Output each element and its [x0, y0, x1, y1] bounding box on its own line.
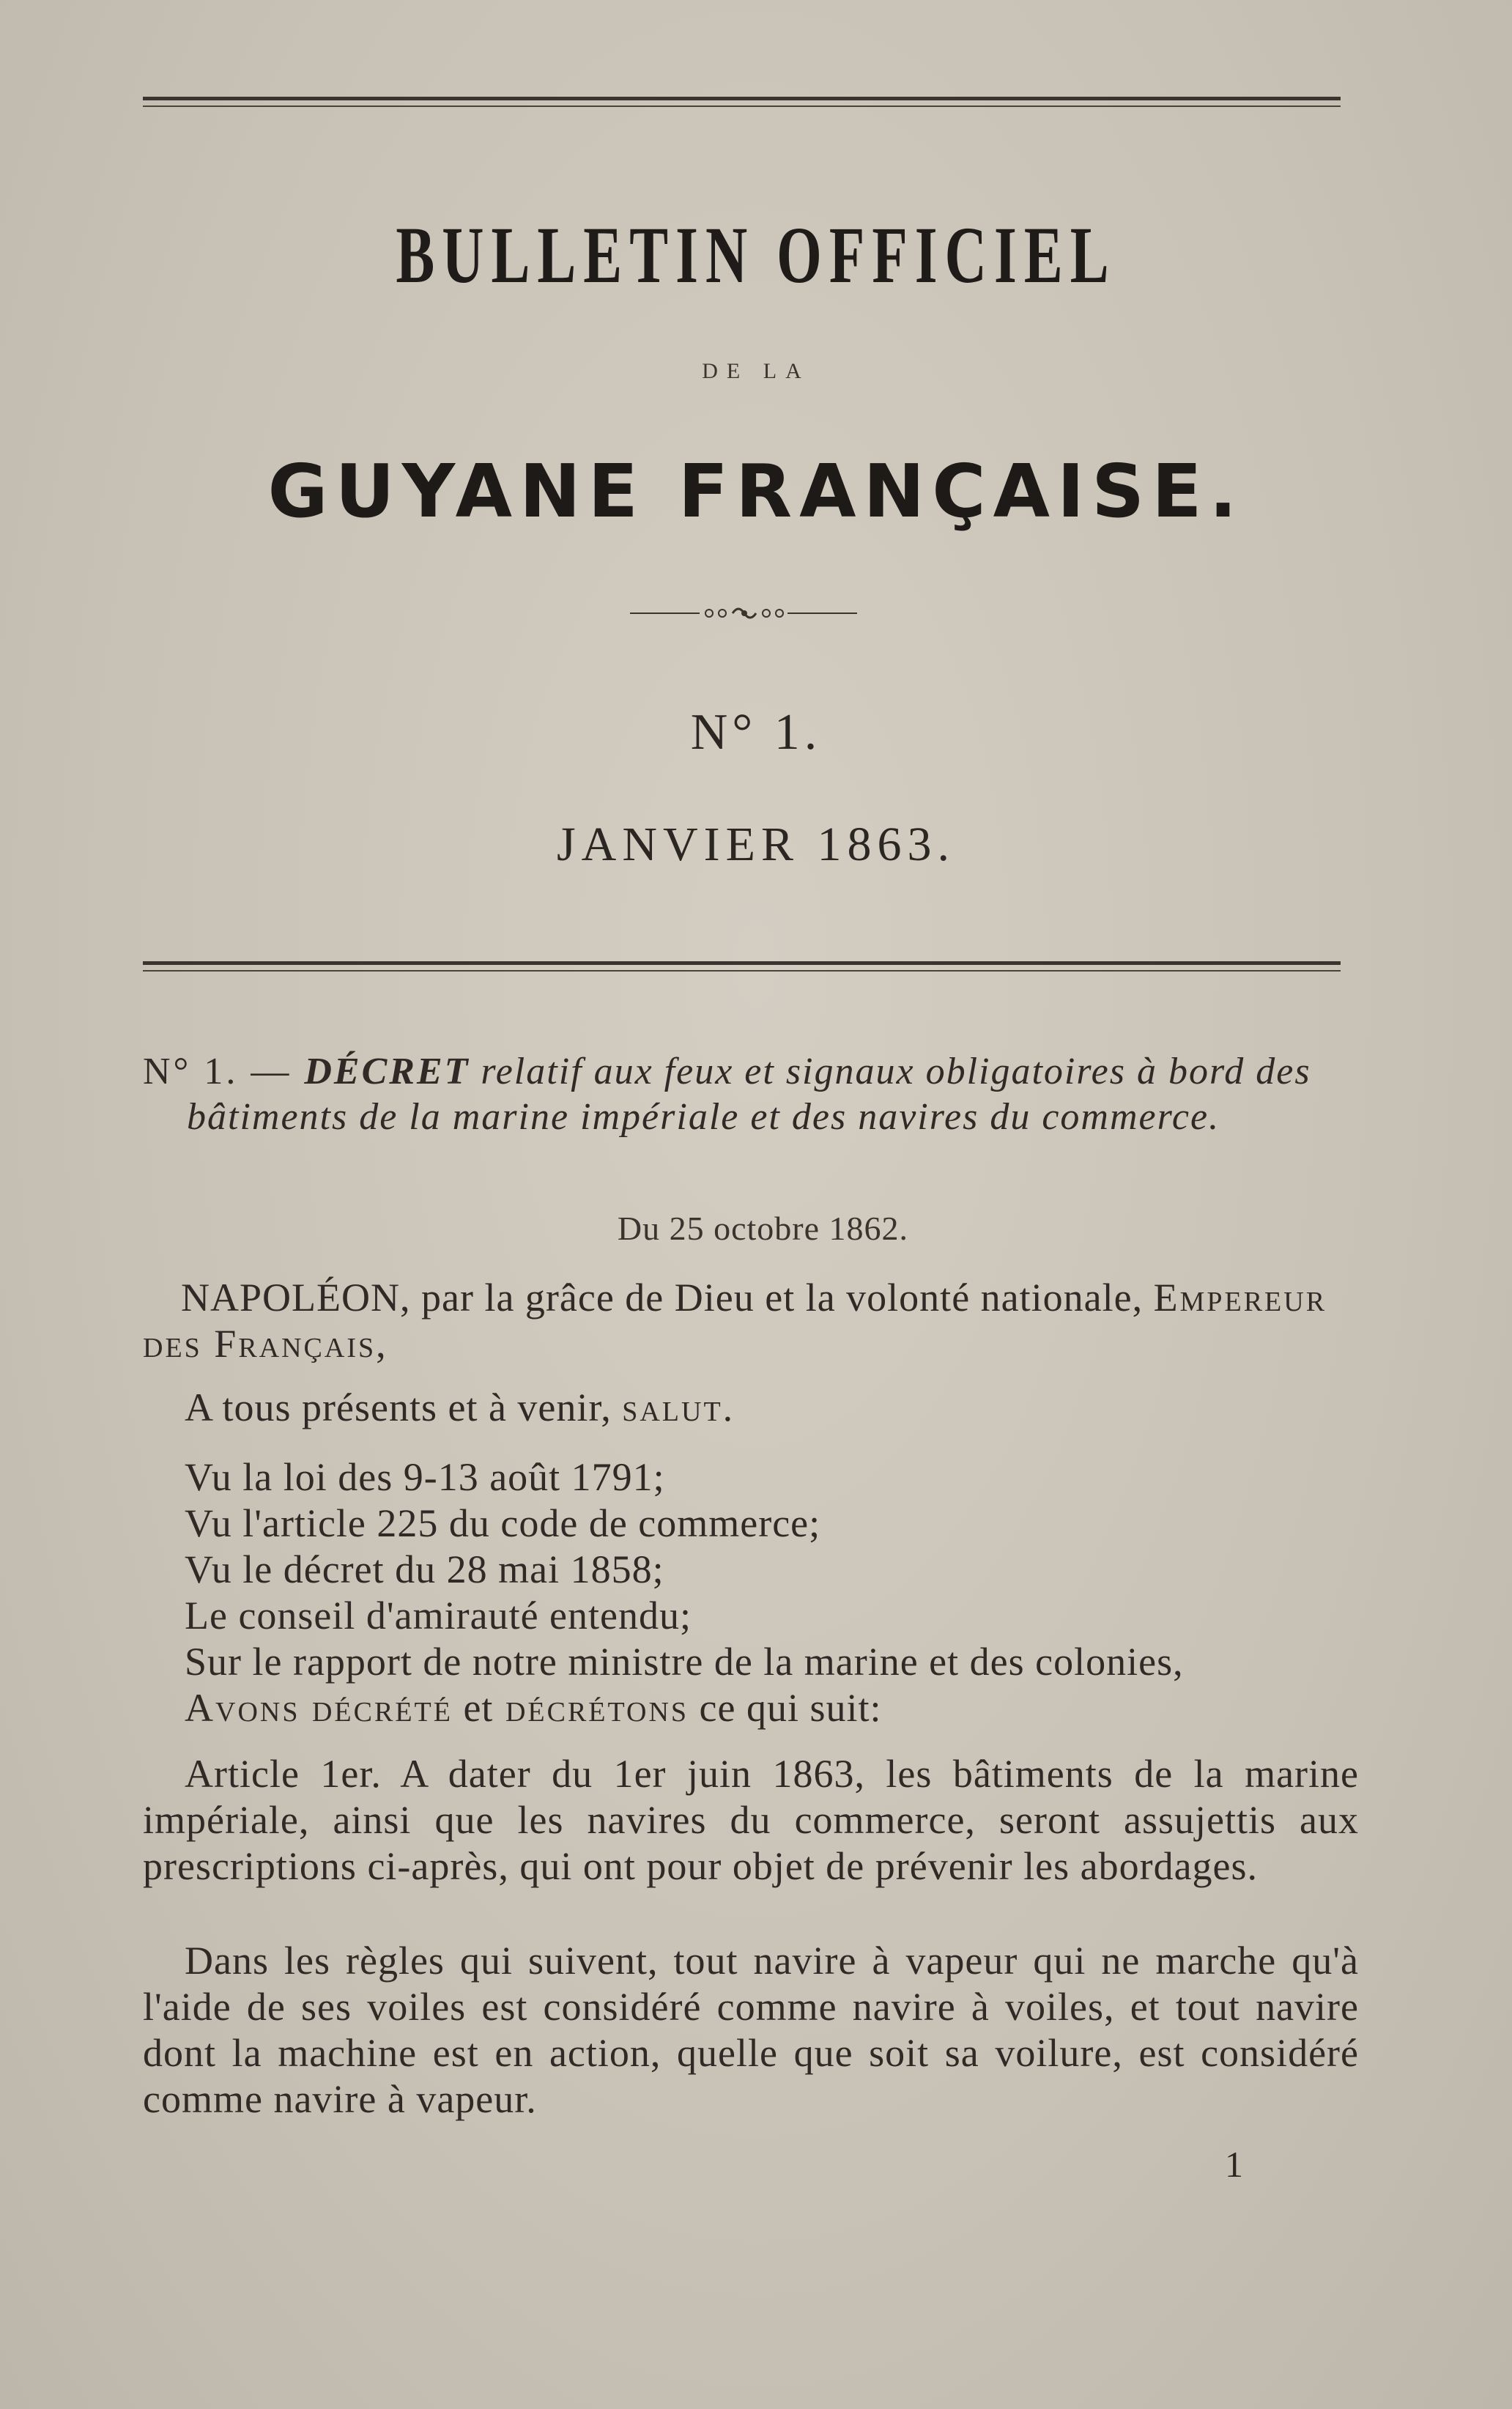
decree-number: N° 1. —	[143, 1051, 305, 1092]
decree-subject: relatif aux feux et signaux obligatoires à bord des bâtiments de la marine impériale et des navires du commerce.	[187, 1051, 1311, 1138]
colony-title: GUYANE FRANÇAISE.	[267, 448, 1245, 534]
decree-date	[0, 1209, 1179, 1248]
bulletin-title: BULLETIN OFFICIEL	[396, 210, 1116, 300]
preamble-paragraph	[143, 1275, 1359, 1367]
consideration-item: Vu l'article 225 du code de commerce;	[185, 1501, 821, 1545]
decree-date-text: Du 25 octobre 1862.	[617, 1210, 908, 1247]
decree-label: DÉCRET	[304, 1051, 470, 1092]
emperor-name: NAPOLÉON	[181, 1276, 400, 1320]
salutation	[185, 1385, 1357, 1431]
folio-signature: 1	[1225, 2144, 1243, 2185]
definitions-paragraph: Dans les règles qui suivent, tout navire à vapeur qui ne marche qu'à l'aide de ses voiles est considéré comme navire à voiles, et tout navire dont la machine est en action, quelle que soit sa voilure, est considéré comme navire à vapeur.	[143, 1939, 1359, 2121]
ornament-divider	[630, 602, 857, 624]
article-1-paragraph: Article 1er. A dater du 1er juin 1863, les bâtiments de la marine impériale, ainsi que les navires du commerce, seront assujettis aux prescriptions ci-après, qui ont pour objet de prévenir les abordages.	[143, 1752, 1359, 1888]
section-double-rule	[143, 961, 1341, 972]
enact-word-rest: ce qui suit:	[689, 1686, 882, 1730]
consideration-item: Vu la loi des 9-13 août 1791;	[185, 1455, 665, 1499]
considerations-list	[185, 1454, 1357, 1731]
enact-word-decrete: décrété	[300, 1686, 453, 1730]
salutation-end: .	[722, 1385, 734, 1429]
consideration-item: Vu le décret du 28 mai 1858;	[185, 1547, 664, 1591]
emperor-title: Empereur des Français	[143, 1276, 1327, 1366]
enact-word-decretons: décrétons	[493, 1686, 689, 1730]
issue-date: JANVIER 1863.	[557, 818, 955, 871]
decree-heading	[143, 1049, 1403, 1140]
top-double-rule	[143, 97, 1341, 107]
issue-number: N° 1.	[690, 704, 822, 761]
emperor-title-end: ,	[376, 1322, 387, 1366]
enact-word-avons: Avons	[185, 1686, 300, 1730]
consideration-item: Sur le rapport de notre ministre de la marine et des colonies,	[185, 1640, 1184, 1684]
title-connector: DE LA	[702, 359, 810, 383]
salutation-text: A tous présents et à venir,	[185, 1385, 623, 1429]
preamble-text: , par la grâce de Dieu et la volonté nationale,	[400, 1276, 1144, 1320]
salut-word: salut	[622, 1385, 723, 1429]
enacting-clause	[185, 1685, 1357, 1731]
consideration-item: Le conseil d'amirauté entendu;	[185, 1594, 692, 1638]
enact-word-et: et	[452, 1686, 494, 1730]
